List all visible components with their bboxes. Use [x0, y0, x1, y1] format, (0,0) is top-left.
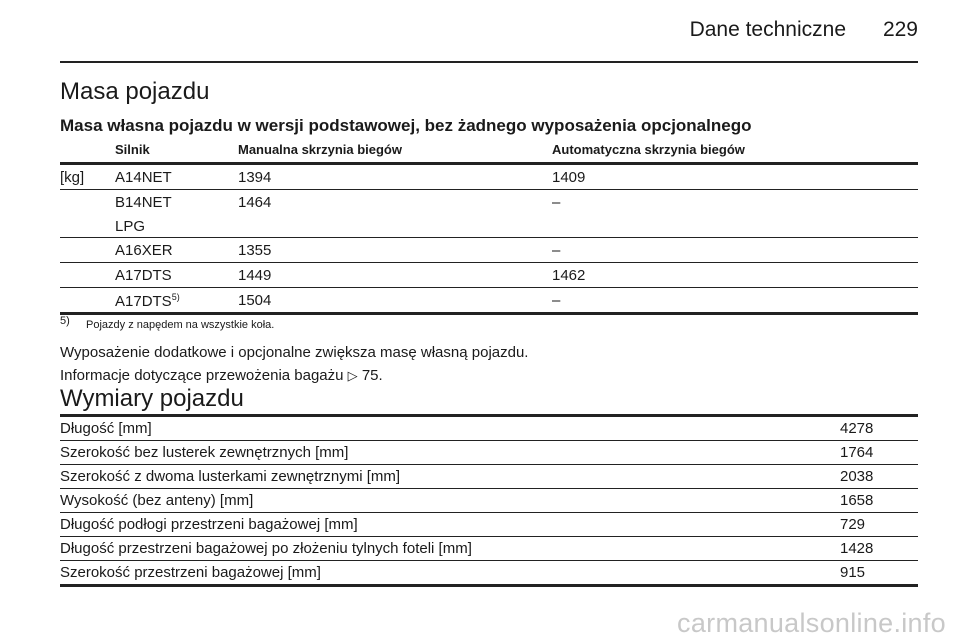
- dimension-value: 1764: [840, 444, 874, 461]
- col-auto: Automatyczna skrzynia biegów: [552, 142, 745, 157]
- table-row: [60, 263, 918, 288]
- manual-cell: 1355: [238, 242, 272, 259]
- table-row: [60, 417, 918, 441]
- table-row: [60, 537, 918, 561]
- auto-cell: 1462: [552, 267, 586, 284]
- page-header: [60, 0, 918, 63]
- auto-cell: –: [552, 194, 561, 211]
- mass-table: [60, 140, 918, 315]
- dimension-label: Długość podłogi przestrzeni bagażowej [mm]: [60, 516, 358, 533]
- dimension-label: Długość przestrzeni bagażowej po złożeniu tylnych foteli [mm]: [60, 540, 472, 557]
- dimension-label: Wysokość (bez anteny) [mm]: [60, 492, 254, 509]
- dimension-label: Długość [mm]: [60, 420, 152, 437]
- footnote-mark: 5): [60, 315, 70, 327]
- weight-note: Wyposażenie dodatkowe i opcjonalne zwiększa masę własną pojazdu.: [60, 344, 529, 361]
- dimension-value: 1658: [840, 492, 874, 509]
- page-number: 229: [882, 18, 918, 41]
- table-row: [60, 288, 918, 315]
- dimension-value: 2038: [840, 468, 874, 485]
- table-row: [60, 238, 918, 263]
- engine-cell: A17DTS: [115, 267, 172, 284]
- table-row: [60, 465, 918, 489]
- manual-cell: 1394: [238, 169, 272, 186]
- engine-cell: A14NET: [115, 169, 172, 186]
- mass-subheading: Masa własna pojazdu w wersji podstawowej, bez żadnego wyposażenia opcjonalnego: [60, 116, 752, 135]
- dimension-label: Szerokość z dwoma lusterkami zewnętrznymi [mm]: [60, 468, 401, 485]
- auto-cell: –: [552, 242, 561, 259]
- manual-cell: 1504: [238, 292, 272, 309]
- auto-cell: 1409: [552, 169, 586, 186]
- dimension-label: Szerokość bez lusterek zewnętrznych [mm]: [60, 444, 349, 461]
- mass-table-header: [60, 140, 918, 165]
- section-title: Dane techniczne: [689, 18, 846, 41]
- dimension-value: 729: [840, 516, 866, 533]
- table-row: [60, 561, 918, 587]
- table-row: [60, 190, 918, 238]
- table-row: [60, 489, 918, 513]
- engine-text: A17DTS: [115, 293, 172, 310]
- engine-cell-line2: LPG: [115, 218, 146, 235]
- manual-cell: 1449: [238, 267, 272, 284]
- dimensions-table: [60, 414, 918, 587]
- engine-cell: [115, 292, 180, 310]
- engine-cell: A16XER: [115, 242, 173, 259]
- table-row: [60, 441, 918, 465]
- mass-heading: Masa pojazdu: [60, 78, 210, 105]
- page-ref[interactable]: 75.: [361, 367, 383, 384]
- dimensions-heading: Wymiary pojazdu: [60, 385, 244, 412]
- watermark: carmanualsonline.info: [677, 608, 946, 638]
- footnote-ref: 5): [171, 292, 180, 302]
- luggage-note-text: Informacje dotyczące przewożenia bagażu: [60, 367, 344, 384]
- table-row: [60, 165, 918, 190]
- engine-cell: B14NET: [115, 194, 172, 211]
- table-row: [60, 513, 918, 537]
- dimension-value: 1428: [840, 540, 874, 557]
- luggage-note: [60, 367, 383, 384]
- dimension-value: 915: [840, 564, 866, 581]
- auto-cell: –: [552, 292, 561, 309]
- footnote-text: Pojazdy z napędem na wszystkie koła.: [86, 319, 275, 331]
- manual-cell: 1464: [238, 194, 272, 211]
- unit-cell: [kg]: [60, 169, 85, 186]
- dimension-label: Szerokość przestrzeni bagażowej [mm]: [60, 564, 321, 581]
- col-engine: Silnik: [115, 142, 150, 157]
- col-manual: Manualna skrzynia biegów: [238, 142, 402, 157]
- page-ref-arrow-icon: ▷: [347, 368, 358, 383]
- dimension-value: 4278: [840, 420, 874, 437]
